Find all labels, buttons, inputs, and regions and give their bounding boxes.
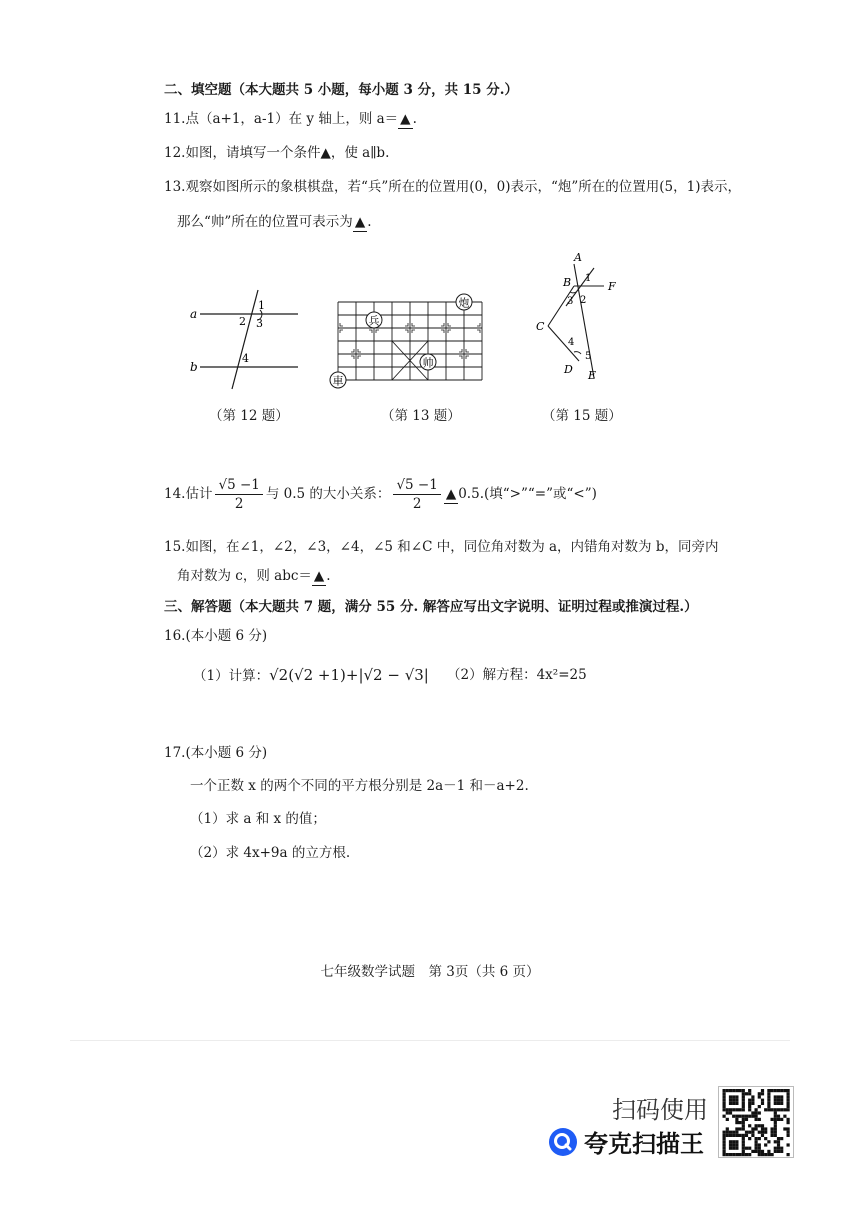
q13-text: 那么“帅”所在的位置可表示为 <box>177 214 353 230</box>
shuai-label: 帅 <box>422 356 434 370</box>
ju-label: 車 <box>332 374 344 388</box>
question-17-stem: 一个正数 x 的两个不同的平方根分别是 2a－1 和－a+2. <box>190 778 529 794</box>
figure-15 <box>530 248 630 384</box>
fig12-angle-2: 2 <box>239 315 246 328</box>
q16-p1-expression: √2(√2 +1)+|√2 − √3| <box>269 666 429 684</box>
question-15-line2 <box>177 567 331 586</box>
fig15-angle-4: 4 <box>568 337 575 348</box>
q14-numerator-2: √5 −1 <box>393 476 440 495</box>
page-divider <box>70 1040 790 1041</box>
fig12-label-b: b <box>190 360 198 374</box>
question-11 <box>164 110 417 129</box>
question-13-line1: 13.观察如图所示的象棋棋盘，若“兵”所在的位置用(0，0)表示，“炮”所在的位置用(5，1)表示， <box>164 179 741 195</box>
q14-answer-blank: ▲ <box>445 486 457 502</box>
question-16-part-2: （2）解方程：4x²=25 <box>447 667 587 683</box>
fig12-angle-3: 3 <box>256 317 263 330</box>
question-14 <box>164 476 597 513</box>
q15-answer-blank: ▲ <box>313 568 325 584</box>
fig12-label-a: a <box>190 307 198 321</box>
fig15-caption: （第 15 题） <box>542 408 622 424</box>
pao-label: 炮 <box>458 296 470 310</box>
fig12-angle-4: 4 <box>242 352 249 365</box>
q14-mid: 与 0.5 的大小关系： <box>265 486 391 502</box>
q14-denominator-1: 2 <box>234 496 244 512</box>
question-17-part-2: （2）求 4x+9a 的立方根. <box>190 845 351 861</box>
fig15-angle-1: 1 <box>585 273 592 284</box>
fig15-label-B: B <box>563 276 572 289</box>
fig12-caption: （第 12 题） <box>209 408 289 424</box>
fig15-label-E: E <box>588 369 597 382</box>
q15-text: 角对数为 c，则 abc＝ <box>177 568 312 584</box>
page-footer: 七年级数学试题 第 3页（共 6 页） <box>320 964 540 980</box>
figure-13 <box>324 290 490 392</box>
question-13-line2 <box>177 213 372 232</box>
q13-end: . <box>367 214 372 230</box>
q14-end: 0.5.(填“>”“=”或“<”) <box>458 486 597 502</box>
bing-label: 兵 <box>368 314 380 328</box>
q16-p1-label: （1）计算： <box>193 668 270 684</box>
question-17-part-1: （1）求 a 和 x 的值； <box>190 811 326 827</box>
section-3-title: 三、解答题（本大题共 7 题，满分 55 分. 解答应写出文字说明、证明过程或推演过程.） <box>164 599 698 615</box>
q11-end: . <box>412 111 417 127</box>
fig12-angle-1: 1 <box>258 299 265 312</box>
scanner-brand <box>548 1124 704 1159</box>
section-2-title: 二、填空题（本大题共 5 小题，每小题 3 分，共 15 分.） <box>164 82 518 98</box>
fig15-label-C: C <box>536 320 545 333</box>
figure-12 <box>186 288 302 392</box>
question-12: 12.如图，请填写一个条件▲，使 a∥b. <box>164 145 390 161</box>
scanner-brand-name: 夸克扫描王 <box>584 1130 704 1158</box>
q11-text: 11.点（a+1，a-1）在 y 轴上，则 a＝ <box>164 111 399 127</box>
scanner-slogan: 扫码使用 <box>612 1096 708 1124</box>
fig15-label-A: A <box>574 251 582 264</box>
question-16-part-1 <box>193 666 429 685</box>
question-17-title: 17.(本小题 6 分) <box>164 745 268 761</box>
qr-code-icon[interactable] <box>718 1086 794 1158</box>
q11-answer-blank: ▲ <box>400 111 411 127</box>
question-15-line1: 15.如图，在∠1，∠2，∠3，∠4，∠5 和∠C 中，同位角对数为 a，内错角对数为 b，同旁内 <box>164 539 719 555</box>
fig15-angle-5: 5 <box>585 351 592 362</box>
q15-end: . <box>326 568 331 584</box>
q14-text: 14.估计 <box>164 486 213 502</box>
q14-numerator-1: √5 −1 <box>215 476 262 495</box>
fig15-angle-3: 3 <box>567 296 574 307</box>
quark-logo-icon <box>548 1127 578 1157</box>
q13-answer-blank: ▲ <box>354 214 366 230</box>
q14-fraction-1 <box>215 476 262 513</box>
fig15-label-F: F <box>608 280 616 293</box>
fig15-label-D: D <box>564 363 573 376</box>
fig13-caption: （第 13 题） <box>381 408 461 424</box>
q14-fraction-2 <box>393 476 440 513</box>
q14-denominator-2: 2 <box>412 496 422 512</box>
question-16-title: 16.(本小题 6 分) <box>164 628 268 644</box>
fig15-angle-2: 2 <box>580 295 587 306</box>
